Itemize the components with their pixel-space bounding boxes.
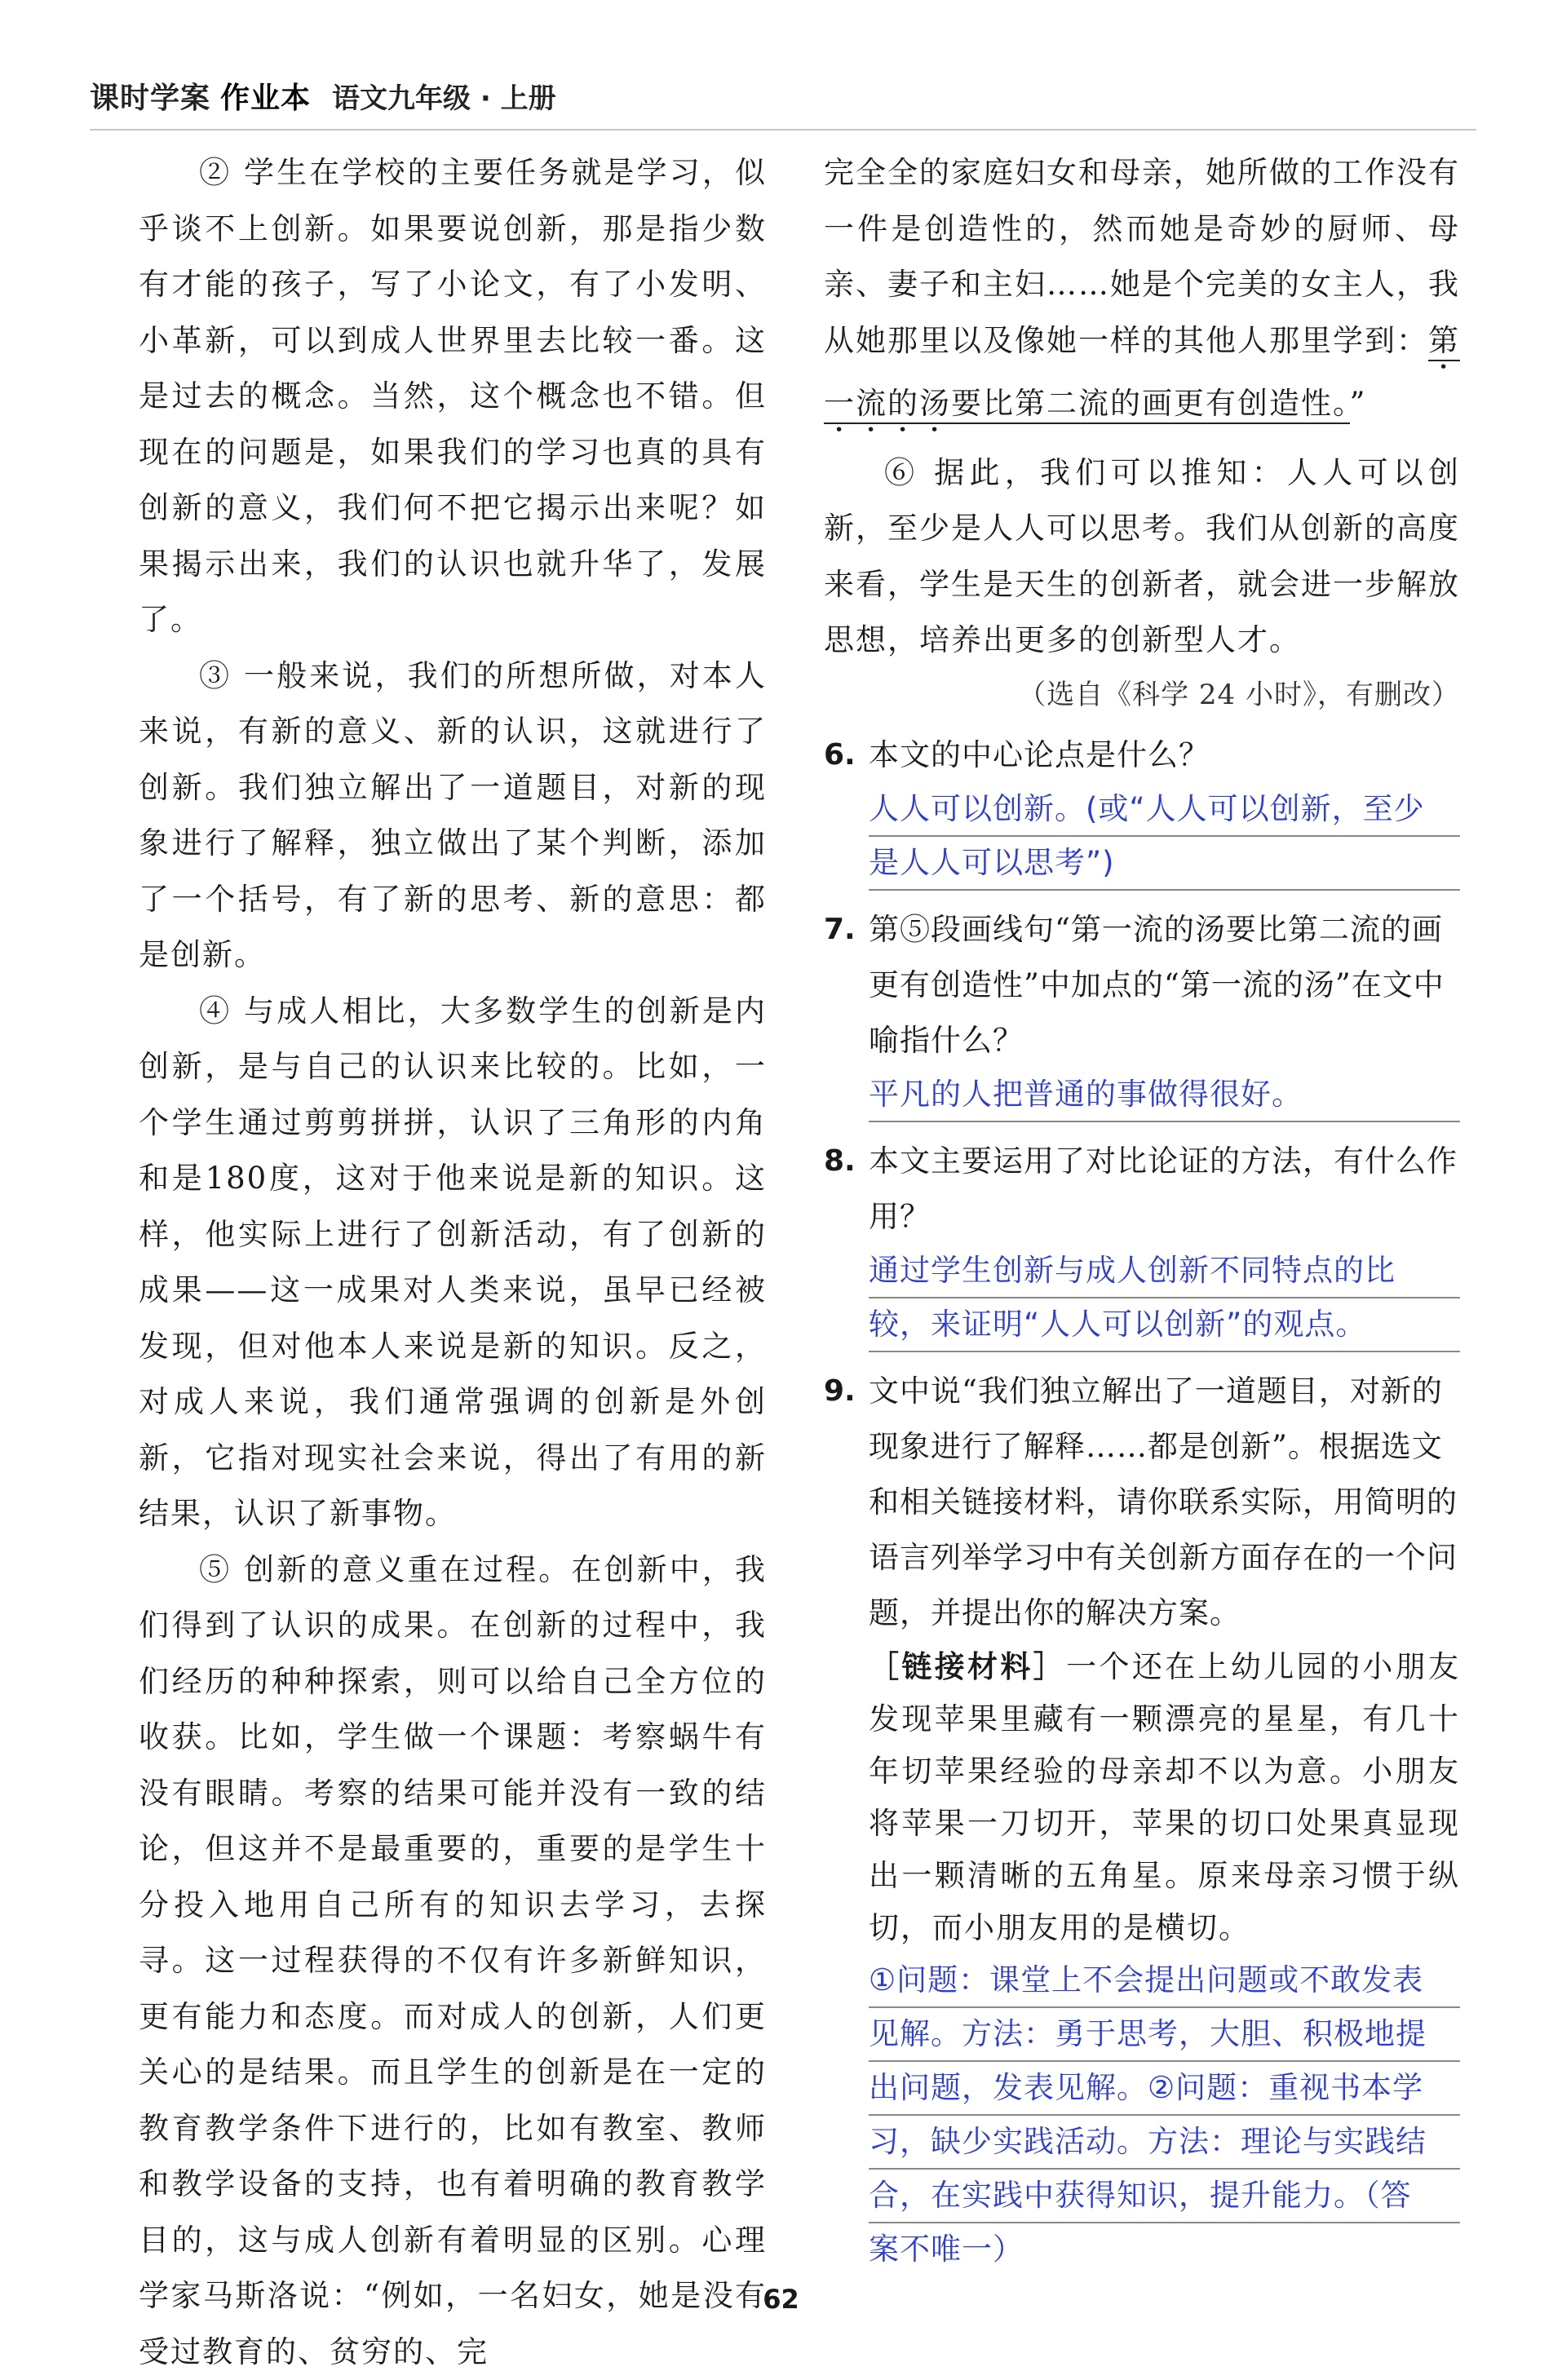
question-6 (824, 728, 1460, 891)
link-material-label: ［链接材料］ (869, 1649, 1066, 1684)
question-text: 第⑤段画线句“第一流的汤要比第二流的画更有创造性”中加点的“第一流的汤”在文中喻指什么？ (824, 902, 1460, 1068)
question-number: 8. (824, 1134, 856, 1189)
answer-7 (869, 1068, 1460, 1122)
book-title: 作业本 (220, 75, 311, 117)
source-citation: （选自《科学 24 小时》，有删改） (824, 669, 1460, 721)
answer-line: 见解。方法：勇于思考，大胆、积极地提 (869, 2008, 1460, 2062)
answer-line: ①问题：课堂上不会提出问题或不敢发表 (869, 1954, 1460, 2008)
page-header (90, 67, 556, 124)
answer-line: 出问题，发表见解。②问题：重视书本学 (869, 2062, 1460, 2116)
answer-line: 案不唯一） (869, 2223, 1460, 2276)
answer-line: 是人人可以思考”) (869, 837, 1460, 891)
answer-line: 通过学生创新与成人创新不同特点的比 (869, 1245, 1460, 1298)
closing-quote: ” (1350, 386, 1367, 421)
left-column (139, 145, 767, 2380)
answer-6 (869, 783, 1460, 891)
paragraph-6: ⑥ 据此，我们可以推知：人人可以创新，至少是人人可以思考。我们从创新的高度来看，学生是天生的创新者，就会进一步解放思想，培养出更多的创新型人才。 (824, 445, 1460, 669)
question-number: 6. (824, 728, 856, 783)
paragraph-2: ② 学生在学校的主要任务就是学习，似乎谈不上创新。如果要说创新，那是指少数有才能的孩子，写了小论文，有了小发明、小革新，可以到成人世界里去比较一番。这是过去的概念。当然，这个概念也不错。但现在的问题是，如果我们的学习也真的具有创新的意义，我们何不把它揭示出来呢？如果揭示出来，我们的认识也就升华了，发展了。 (139, 145, 767, 648)
answer-line: 合，在实践中获得知识，提升能力。（答 (869, 2170, 1460, 2223)
paragraph-4: ④ 与成人相比，大多数学生的创新是内创新，是与自己的认识来比较的。比如，一个学生通过剪剪拼拼，认识了三角形的内角和是180度，这对于他来说是新的知识。这样，他实际上进行了创新活动，有了创新的成果——这一成果对人类来说，虽早已经被发现，但对他本人来说是新的知识。反之，对成人来说，我们通常强调的创新是外创新，它指对现实社会来说，得出了有用的新结果，认识了新事物。 (139, 984, 767, 1542)
header-divider (90, 129, 1476, 131)
page-number: 62 (0, 2284, 1562, 2315)
question-7 (824, 902, 1460, 1122)
question-number: 9. (824, 1364, 856, 1419)
link-material-text: 一个还在上幼儿园的小朋友发现苹果里藏有一颗漂亮的星星，有几十年切苹果经验的母亲却不以为意。小朋友将苹果一刀切开，苹果的切口处果真显现出一颗清晰的五角星。原来母亲习惯于纵切，而小朋友用的是横切。 (869, 1649, 1460, 1945)
paragraph-5: ⑤ 创新的意义重在过程。在创新中，我们得到了认识的成果。在创新的过程中，我们经历的种种探索，则可以给自己全方位的收获。比如，学生做一个课题：考察蜗牛有没有眼睛。考察的结果可能并没有一致的结论，但这并不是最重要的，重要的是学生十分投入地用自己所有的知识去学习，去探寻。这一过程获得的不仅有许多新鲜知识，更有能力和态度。而对成人的创新，人们更关心的是结果。而且学生的创新是在一定的教育教学条件下进行的，比如有教室、教师和教学设备的支持，也有着明确的教育教学目的，这与成人创新有着明显的区别。心理学家马斯洛说：“例如，一名妇女，她是没有受过教育的、贫穷的、完 (139, 1542, 767, 2380)
answer-9 (869, 1954, 1460, 2276)
question-text: 文中说“我们独立解出了一道题目，对新的现象进行了解释……都是创新”。根据选文和相关链接材料，请你联系实际，用简明的语言列举学习中有关创新方面存在的一个问题，并提出你的解决方案。 (824, 1364, 1460, 1641)
link-material (869, 1641, 1460, 1954)
dotted-phrase: 第一流的汤 (824, 323, 1460, 421)
paragraph-5-continued (824, 145, 1460, 439)
right-column (824, 145, 1460, 2276)
paragraph-5-continued-text: 完全全的家庭妇女和母亲，她所做的工作没有一件是创造性的，然而她是奇妙的厨师、母亲、妻子和主妇……她是个完美的女主人，我从她那里以及像她一样的其他人那里学到： (824, 155, 1460, 358)
question-text: 本文的中心论点是什么？ (824, 728, 1460, 783)
series-title: 课时学案 (90, 75, 210, 117)
question-9 (824, 1364, 1460, 2276)
underlined-rest: 要比第二流的画更有创造性。 (951, 386, 1350, 421)
answer-line: 平凡的人把普通的事做得很好。 (869, 1068, 1460, 1122)
question-text: 本文主要运用了对比论证的方法，有什么作用？ (824, 1134, 1460, 1245)
paragraph-3: ③ 一般来说，我们的所想所做，对本人来说，有新的意义、新的认识，这就进行了创新。我们独立解出了一道题目，对新的现象进行了解释，独立做出了某个判断，添加了一个括号，有了新的思考、新的意思：都是创新。 (139, 648, 767, 984)
subject-title: 语文九年级 · 上册 (332, 76, 556, 116)
answer-line: 较，来证明“人人可以创新”的观点。 (869, 1298, 1460, 1352)
answer-line: 习，缺少实践活动。方法：理论与实践结 (869, 2116, 1460, 2170)
question-number: 7. (824, 902, 856, 958)
question-8 (824, 1134, 1460, 1352)
answer-8 (869, 1245, 1460, 1352)
answer-line: 人人可以创新。(或“人人可以创新，至少 (869, 783, 1460, 837)
